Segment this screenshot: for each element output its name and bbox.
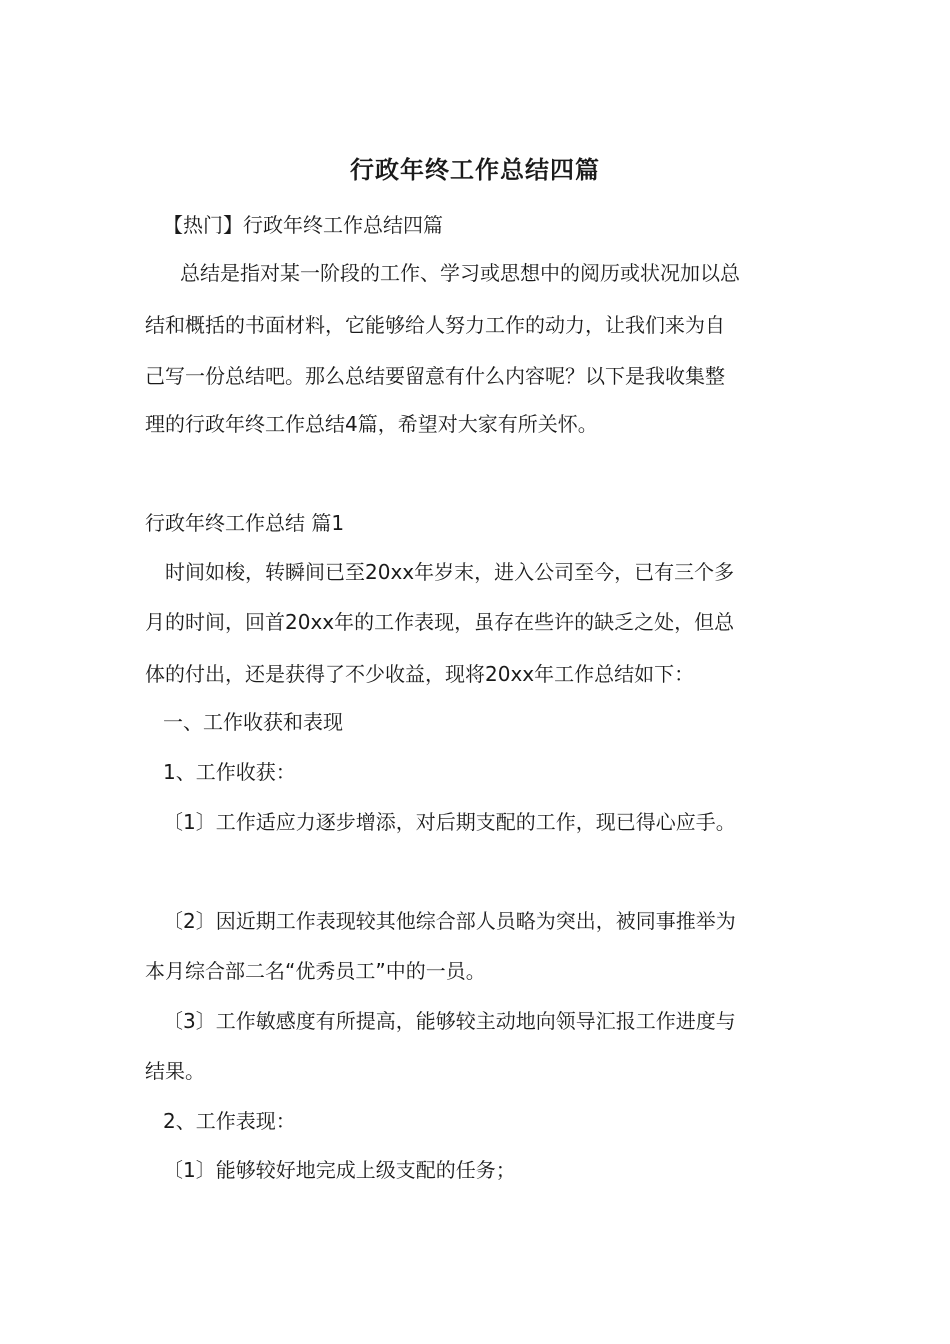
list-item-line: 〔2〕因近期工作表现较其他综合部人员略为突出，被同事推举为 bbox=[163, 909, 736, 933]
body-paragraph-line: 时间如梭，转瞬间已至20xx年岁末，进入公司至今，已有三个多 bbox=[165, 560, 735, 584]
list-item-line: 〔1〕能够较好地完成上级支配的任务； bbox=[163, 1158, 516, 1182]
list-item-line: 结果。 bbox=[145, 1059, 205, 1083]
section-heading: 行政年终工作总结 篇1 bbox=[145, 511, 345, 535]
intro-paragraph-line: 理的行政年终工作总结4篇，希望对大家有所关怀。 bbox=[145, 412, 598, 436]
intro-paragraph-line: 总结是指对某一阶段的工作、学习或思想中的阅历或状况加以总 bbox=[180, 261, 740, 285]
outline-subheading: 2、工作表现： bbox=[163, 1109, 296, 1133]
intro-paragraph-line: 结和概括的书面材料，它能够给人努力工作的动力，让我们来为自 bbox=[145, 313, 725, 337]
list-item-line: 〔3〕工作敏感度有所提高，能够较主动地向领导汇报工作进度与 bbox=[163, 1009, 736, 1033]
list-item-line: 〔1〕工作适应力逐步增添，对后期支配的工作，现已得心应手。 bbox=[163, 810, 736, 834]
list-item-line: 本月综合部二名“优秀员工”中的一员。 bbox=[145, 959, 486, 983]
document-title: 行政年终工作总结四篇 bbox=[350, 156, 600, 184]
body-paragraph-line: 体的付出，还是获得了不少收益，现将20xx年工作总结如下： bbox=[145, 662, 695, 686]
outline-heading: 一、工作收获和表现 bbox=[163, 710, 343, 734]
body-paragraph-line: 月的时间，回首20xx年的工作表现，虽存在些许的缺乏之处，但总 bbox=[145, 610, 735, 634]
outline-subheading: 1、工作收获： bbox=[163, 760, 296, 784]
intro-paragraph-line: 己写一份总结吧。那么总结要留意有什么内容呢？以下是我收集整 bbox=[145, 364, 725, 388]
subtitle-line: 【热门】行政年终工作总结四篇 bbox=[163, 213, 443, 237]
